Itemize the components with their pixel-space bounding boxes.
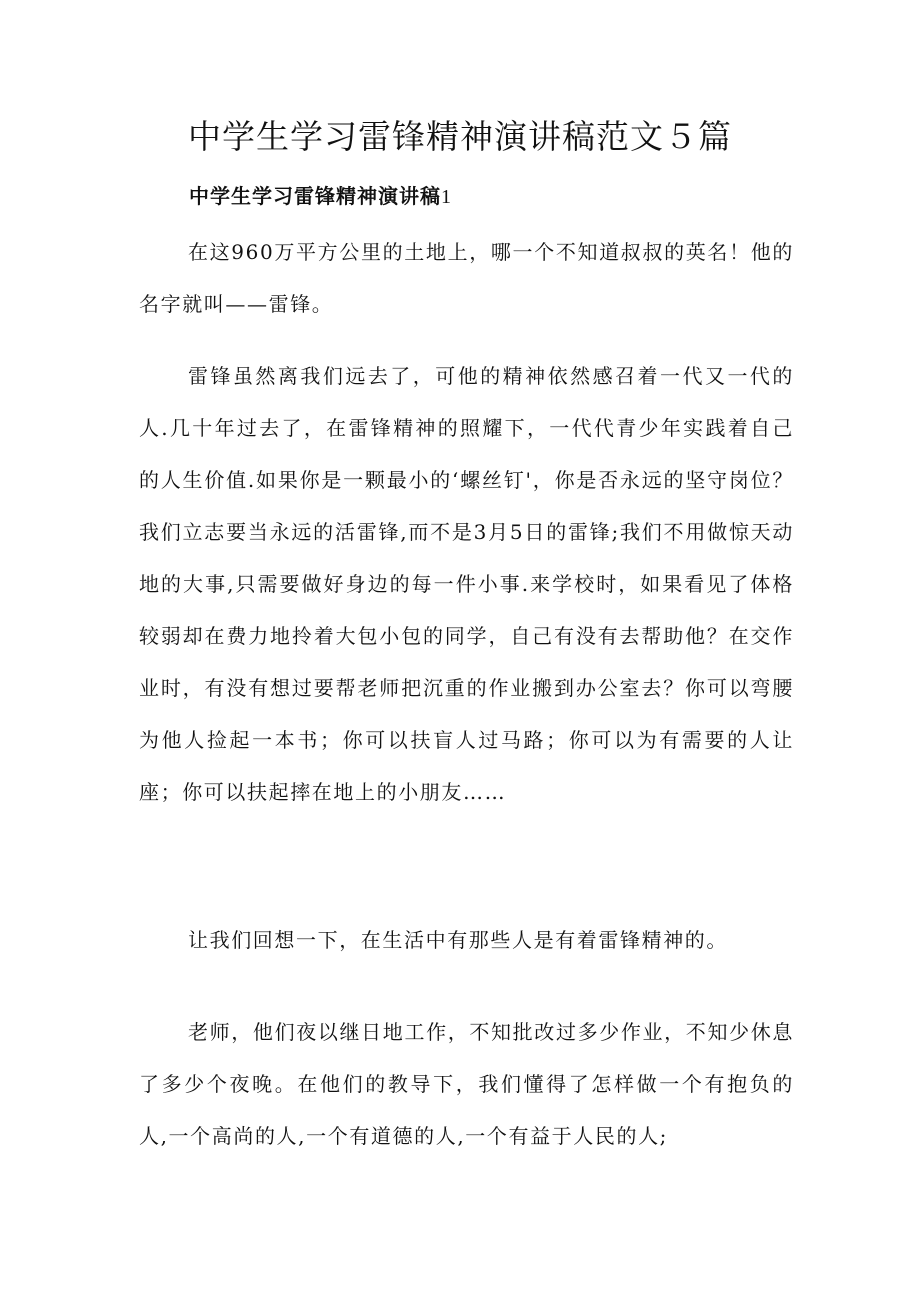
section-heading-text: 中学生学习雷锋精神演讲稿 <box>189 184 441 208</box>
paragraph: 让我们回想一下，在生活中有那些人是有着雷锋精神的。 <box>188 928 728 952</box>
paragraph: 老师，他们夜以继日地工作，不知批改过多少作业，不知少休息了多少个夜晚。在他们的教导下，我们懂得了怎样做一个有抱负的人,一个高尚的人,一个有道德的人,一个有益于人民的人; <box>139 1020 794 1148</box>
section-heading <box>189 178 452 215</box>
paragraph: 在这960万平方公里的土地上，哪一个不知道叔叔的英名！他的名字就叫——雷锋。 <box>139 240 794 316</box>
paragraph: 雷锋虽然离我们远去了，可他的精神依然感召着一代又一代的人.几十年过去了，在雷锋精神的照耀下，一代代青少年实践着自己的人生价值.如果你是一颗最小的‘螺丝钉'，你是否永远的坚守岗位？我们立志要当永远的活雷锋,而不是3月5日的雷锋;我们不用做惊天动地的大事,只需要做好身边的每一件小事.来学校时，如果看见了体格较弱却在费力地拎着大包小包的同学，自己有没有去帮助他？在交作业时，有没有想过要帮老师把沉重的作业搬到办公室去？你可以弯腰为他人捡起一本书；你可以扶盲人过马路；你可以为有需要的人让座；你可以扶起摔在地上的小朋友…… <box>139 364 794 804</box>
section-number: 1 <box>441 186 452 208</box>
document-title: 中学生学习雷锋精神演讲稿范文５篇 <box>188 117 732 156</box>
